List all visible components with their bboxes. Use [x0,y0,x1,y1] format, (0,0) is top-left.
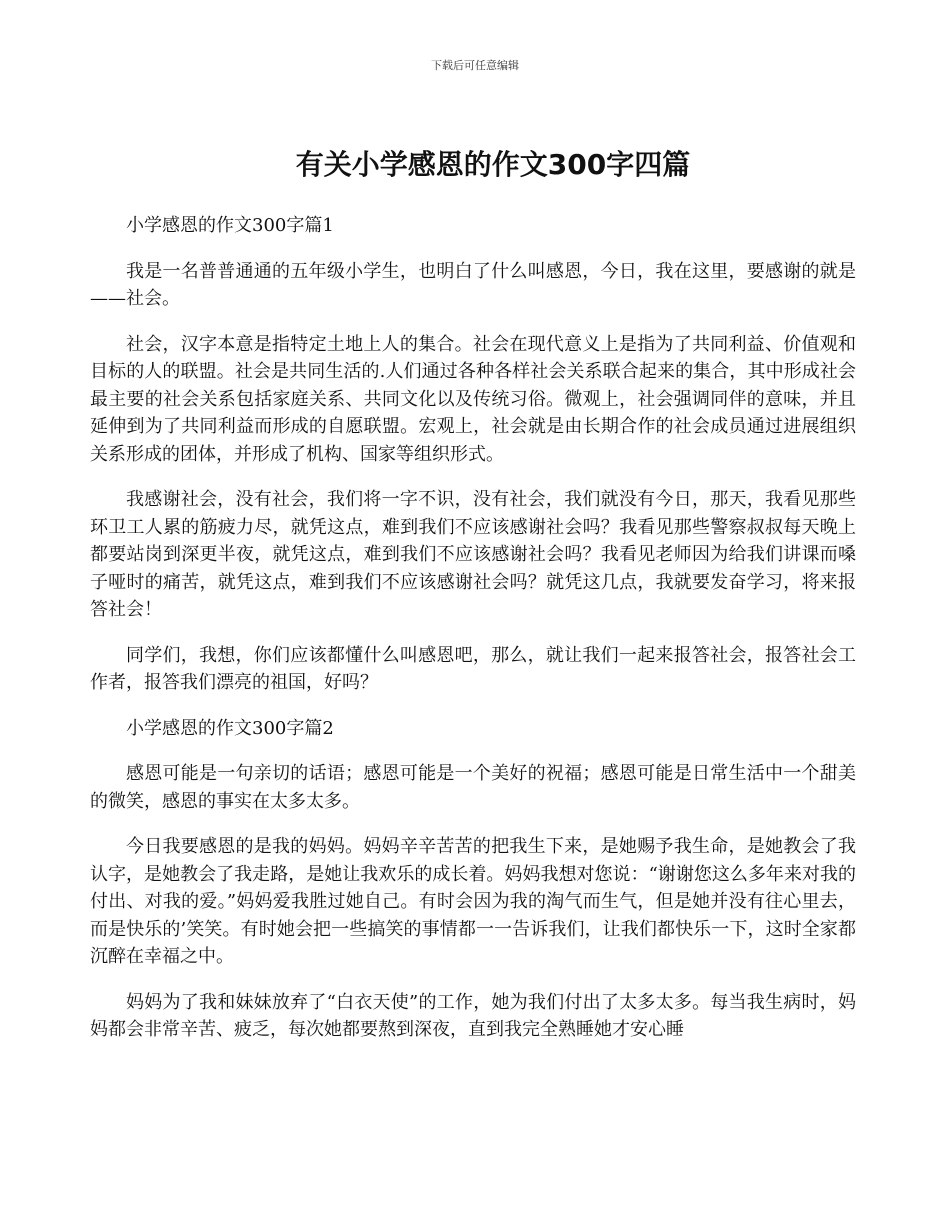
paragraph: 我感谢社会，没有社会，我们将一字不识，没有社会，我们就没有今日，那天，我看见那些环卫工人累的筋疲力尽，就凭这点，难到我们不应该感谢社会吗？我看见那些警察叔叔每天晚上都要站岗到深更半夜，就凭这点，难到我们不应该感谢社会吗？我看见老师因为给我们讲课而嗓子哑时的痛苦，就凭这点，难到我们不应该感谢社会吗？就凭这几点，我就要发奋学习，将来报答社会！ [90,489,856,620]
section-heading-2: 小学感恩的作文300字篇2 [126,717,334,739]
paragraph: 今日我要感恩的是我的妈妈。妈妈辛辛苦苦的把我生下来，是她赐予我生命，是她教会了我认字，是她教会了我走路，是她让我欢乐的成长着。妈妈我想对您说：“谢谢您这么多年来对我的付出、对我的爱。”妈妈爱我胜过她自己。有时会因为我的淘气而生气，但是她并没有往心里去，而是快乐的’笑笑。有时她会把一些搞笑的事情都一一告诉我们，让我们都快乐一下，这时全家都沉醉在幸福之中。 [90,836,856,967]
paragraph: 同学们，我想，你们应该都懂什么叫感恩吧，那么，就让我们一起来报答社会，报答社会工作者，报答我们漂亮的祖国，好吗？ [90,644,856,693]
document-body [90,212,856,1062]
paragraph: 妈妈为了我和妹妹放弃了“白衣天使”的工作，她为我们付出了太多太多。每当我生病时，妈妈都会非常辛苦、疲乏，每次她都要熬到深夜，直到我完全熟睡她才安心睡 [90,991,856,1040]
document-title: 有关小学感恩的作文300字四篇 [295,148,691,181]
paragraph: 我是一名普普通通的五年级小学生，也明白了什么叫感恩，今日，我在这里，要感谢的就是——社会。 [90,260,856,309]
paragraph: 社会，汉字本意是指特定土地上人的集合。社会在现代意义上是指为了共同利益、价值观和目标的人的联盟。社会是共同生活的.人们通过各种各样社会关系联合起来的集合，其中形成社会最主要的社会关系包括家庭关系、共同文化以及传统习俗。微观上，社会强调同伴的意味，并且延伸到为了共同利益而形成的自愿联盟。宏观上，社会就是由长期合作的社会成员通过进展组织关系形成的团体，并形成了机构、国家等组织形式。 [90,333,856,465]
section-heading-1: 小学感恩的作文300字篇1 [126,215,334,236]
paragraph: 感恩可能是一句亲切的话语；感恩可能是一个美好的祝福；感恩可能是日常生活中一个甜美的微笑，感恩的事实在太多太多。 [90,763,856,812]
header-note: 下载后可任意编辑 [431,59,519,72]
